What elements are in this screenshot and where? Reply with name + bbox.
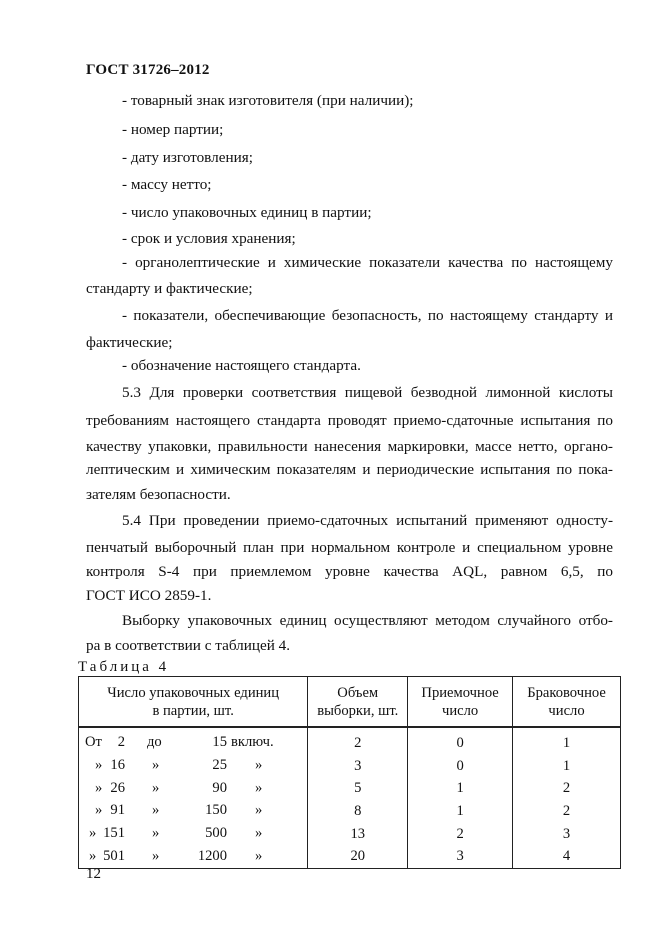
range-from-word: От (85, 734, 102, 751)
range-inclusive-word: » (255, 757, 263, 774)
para-5-4-line1: 5.4 При проведении приемо-сдаточных испытаний применяют односту- (122, 512, 613, 529)
sample-size-cell: 20 (308, 845, 408, 868)
para-5-3-line3: качеству упаковки, правильности нанесения маркировки, массе нетто, органо- (86, 438, 613, 455)
para-5-3-line1: 5.3 Для проверки соответствия пищевой безводной лимонной кислоты (122, 384, 613, 401)
table-row (79, 823, 621, 846)
sampling-table (78, 676, 621, 869)
acceptance-number-cell: 3 (408, 845, 513, 868)
range-from-word: » (95, 802, 103, 819)
header-rejection-number (513, 677, 621, 728)
para-5-3-line2: требованиям настоящего стандарта проводят приемо-сдаточные испытания по (86, 412, 613, 429)
list-item-trademark: - товарный знак изготовителя (при наличии); (122, 92, 414, 109)
range-inclusive-word: » (255, 779, 263, 796)
header-lot-size (79, 677, 308, 728)
para-5-4-line4: ГОСТ ИСО 2859-1. (86, 587, 212, 604)
range-to-word: » (152, 847, 160, 864)
header-rejection-number-line1: Браковочное (527, 684, 606, 701)
table-row (79, 777, 621, 800)
sample-size-cell: 13 (308, 823, 408, 846)
list-item-net-mass: - массу нетто; (122, 176, 212, 193)
header-sample-size-line2: выборки, шт. (317, 702, 399, 719)
sample-size-cell: 2 (308, 727, 408, 755)
list-item-organoleptic-line1: - органолептические и химические показатели качества по настоящему (122, 254, 613, 271)
rejection-number-cell: 1 (513, 727, 621, 755)
range-to-word: до (147, 734, 162, 751)
range-from-word: » (95, 779, 103, 796)
range-from-word: » (89, 825, 97, 842)
rejection-number-cell: 3 (513, 823, 621, 846)
list-item-designation: - обозначение настоящего стандарта. (122, 357, 361, 374)
range-to-word: » (152, 802, 160, 819)
header-lot-size-line1: Число упаковочных единиц (107, 684, 280, 701)
list-item-manufacture-date: - дату изготовления; (122, 149, 253, 166)
acceptance-number-cell: 1 (408, 777, 513, 800)
sample-size-cell: 3 (308, 755, 408, 778)
para-5-3-line5: зателям безопасности. (86, 486, 231, 503)
acceptance-number-cell: 0 (408, 727, 513, 755)
list-item-organoleptic-line2: стандарту и фактические; (86, 280, 253, 297)
range-from-value: 26 (110, 779, 125, 796)
range-from-word: » (95, 757, 103, 774)
para-sampling-line2: ра в соответствии с таблицей 4. (86, 637, 291, 654)
lot-range-cell (79, 823, 308, 846)
lot-range-cell (79, 727, 308, 755)
range-to-value: 150 (205, 802, 227, 819)
para-5-3-line4: лептическим и химическим показателям и периодические испытания по пока- (86, 461, 613, 478)
table-header-row (79, 677, 621, 728)
range-from-word: » (89, 847, 97, 864)
para-5-4-line3: контроля S-4 при приемлемом уровне качества AQL, равном 6,5, по (86, 563, 613, 580)
rejection-number-cell: 2 (513, 777, 621, 800)
range-inclusive-word: » (255, 847, 263, 864)
lot-range-cell (79, 755, 308, 778)
list-item-safety-line2: фактические; (86, 334, 173, 351)
list-item-batch-number: - номер партии; (122, 121, 224, 138)
lot-range-cell (79, 845, 308, 868)
range-inclusive-word: включ. (231, 734, 274, 751)
list-item-safety-line1: - показатели, обеспечивающие безопасность, по настоящему стандарту и (122, 307, 613, 324)
range-inclusive-word: » (255, 802, 263, 819)
list-item-unit-count: - число упаковочных единиц в партии; (122, 204, 372, 221)
range-from-value: 2 (117, 734, 125, 751)
acceptance-number-cell: 2 (408, 823, 513, 846)
lot-range-cell (79, 777, 308, 800)
sample-size-cell: 8 (308, 800, 408, 823)
range-from-value: 151 (103, 825, 125, 842)
range-to-word: » (152, 825, 160, 842)
header-sample-size (308, 677, 408, 728)
range-to-value: 25 (212, 757, 227, 774)
range-to-word: » (152, 757, 160, 774)
rejection-number-cell: 2 (513, 800, 621, 823)
page-number: 12 (86, 866, 101, 882)
rejection-number-cell: 1 (513, 755, 621, 778)
header-rejection-number-line2: число (548, 702, 585, 719)
range-inclusive-word: » (255, 825, 263, 842)
lot-range-cell (79, 800, 308, 823)
table-row (79, 845, 621, 868)
header-acceptance-number (408, 677, 513, 728)
acceptance-number-cell: 1 (408, 800, 513, 823)
table-row (79, 727, 621, 755)
range-to-value: 90 (212, 779, 227, 796)
para-5-4-line2: пенчатый выборочный план при нормальном контроле и специальном уровне (86, 539, 613, 556)
header-lot-size-line2: в партии, шт. (152, 702, 234, 719)
acceptance-number-cell: 0 (408, 755, 513, 778)
list-item-storage: - срок и условия хранения; (122, 230, 296, 247)
range-from-value: 91 (110, 802, 125, 819)
header-sample-size-line1: Объем (337, 684, 379, 701)
para-sampling-line1: Выборку упаковочных единиц осуществляют методом случайного отбо- (122, 612, 613, 629)
document-header: ГОСТ 31726–2012 (86, 62, 210, 78)
range-to-value: 15 (212, 734, 227, 751)
table-caption: Таблица 4 (78, 659, 170, 675)
range-to-word: » (152, 779, 160, 796)
range-to-value: 1200 (197, 847, 227, 864)
header-acceptance-number-line2: число (442, 702, 479, 719)
sample-size-cell: 5 (308, 777, 408, 800)
range-from-value: 501 (103, 847, 125, 864)
header-acceptance-number-line1: Приемочное (421, 684, 499, 701)
rejection-number-cell: 4 (513, 845, 621, 868)
table-row (79, 755, 621, 778)
range-from-value: 16 (110, 757, 125, 774)
range-to-value: 500 (205, 825, 227, 842)
table-row (79, 800, 621, 823)
